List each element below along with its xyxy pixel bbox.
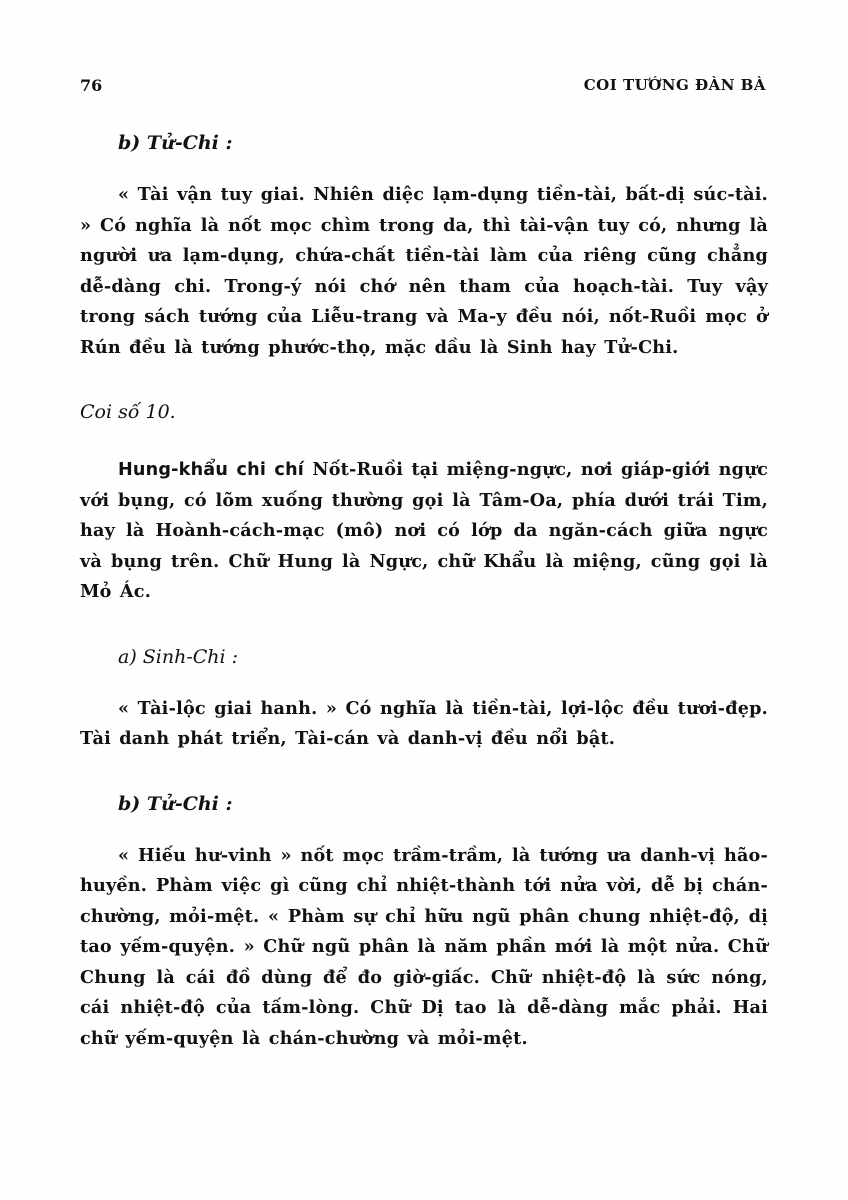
page-number: 76 — [80, 76, 103, 95]
paragraph-tu-chi-2: « Hiếu hư-vinh » nốt mọc trầm-trầm, là tướng ưa danh-vị hão-huyền. Phàm việc gì cũng chỉ nhiệt-thành tới nửa vời, dễ bị chán-chường, mỏi-mệt. « Phàm sự chỉ hữu ngũ phân chung nhiệt-độ, dị tao yếm-quyện. » Chữ ngũ phân là năm phần mới là một nửa. Chữ Chung là cái đồ dùng để đo giờ-giấc. Chữ nhiệt-độ là sức nóng, cái nhiệt-độ của tấm-lòng. Chữ Dị tao là dễ-dàng mắc phải. Hai chữ yếm-quyện là chán-chường và mỏi-mệt. — [80, 844, 768, 1049]
subheading-sinh-chi: a) Sinh-Chi : — [118, 645, 239, 668]
subheading-tu-chi-2: b) Tử-Chi : — [118, 792, 233, 815]
paragraph-sinh-chi: « Tài-lộc giai hanh. » Có nghĩa là tiền-tài, lợi-lộc đều tươi-đẹp. Tài danh phát triển, Tài-cán và danh-vị đều nổi bật. — [80, 697, 768, 749]
section-heading-coi-so-10: Coi số 10. — [80, 401, 176, 423]
running-title: COI TƯỚNG ĐÀN BÀ — [583, 76, 766, 94]
paragraph-hung-khau-text: Nốt-Ruồi tại miệng-ngực, nơi giáp-giới ngực với bụng, có lõm xuống thường gọi là Tâm-Oa, phía dưới trái Tim, hay là Hoành-cách-mạc (mô) nơi có lớp da ngăn-cách giữa ngực và bụng trên. Chữ Hung là Ngực, chữ Khẩu là miệng, cũng gọi là Mỏ Ác. — [80, 459, 768, 602]
subheading-tu-chi: b) Tử-Chi : — [118, 132, 233, 154]
paragraph-hung-khau — [80, 455, 768, 608]
page-body — [80, 128, 768, 1054]
paragraph-tu-chi-navel: « Tài vận tuy giai. Nhiên diệc lạm-dụng tiền-tài, bất-dị súc-tài. » Có nghĩa là nốt mọc chìm trong da, thì tài-vận tuy có, nhưng là người ưa lạm-dụng, chứa-chất tiền-tài làm của riêng cũng chẳng dễ-dàng chi. Trong-ý nói chớ nên tham của hoạch-tài. Tuy vậy trong sách tướng của Liễu-trang và Ma-y đều nói, nốt-Ruồi mọc ở Rún đều là tướng phước-thọ, mặc dầu là Sinh hay Tử-Chi. — [80, 184, 768, 358]
term-hung-khau-chi-chi: Hung-khẩu chi chí — [118, 460, 305, 480]
running-header — [80, 76, 766, 100]
